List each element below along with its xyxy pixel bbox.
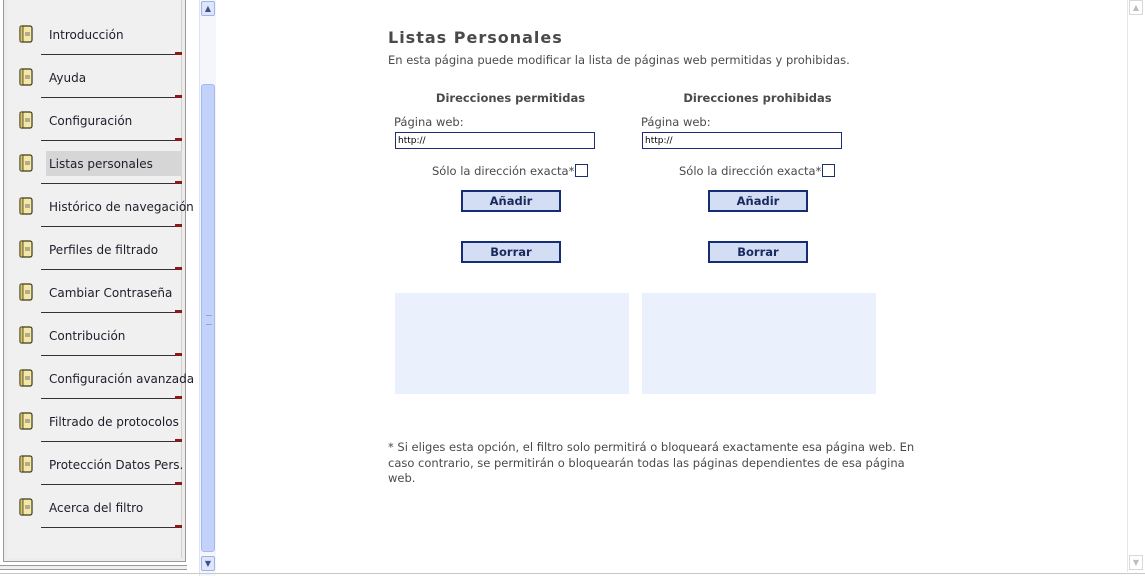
menu-divider <box>41 441 182 442</box>
menu-item-label: Histórico de navegación <box>49 200 194 214</box>
allowed-url-label: Página web: <box>394 115 464 129</box>
menu-item-acerca-del-filtro[interactable] <box>7 486 185 529</box>
menu-divider-end <box>175 525 182 528</box>
blocked-url-list[interactable] <box>642 293 876 394</box>
menu-divider-end <box>175 482 182 485</box>
menu-item-label: Contribución <box>49 329 126 343</box>
menu-divider-end <box>175 224 182 227</box>
blocked-delete-button[interactable]: Borrar <box>708 241 808 263</box>
menu-divider-end <box>175 396 182 399</box>
allowed-url-list[interactable] <box>395 293 629 394</box>
content-scrollbar[interactable] <box>1127 0 1144 572</box>
menu-item-label: Introducción <box>49 28 124 42</box>
allowed-exact-label: Sólo la dirección exacta* <box>432 164 575 178</box>
menu-panel <box>3 0 195 562</box>
scrollbar-thumb[interactable] <box>201 84 215 552</box>
menu-item-protección-datos-pers-[interactable] <box>7 443 185 486</box>
menu-item-perfiles-de-filtrado[interactable] <box>7 228 185 271</box>
menu-item-label: Acerca del filtro <box>49 501 144 515</box>
menu-item-configuración-avanzada[interactable] <box>7 357 195 400</box>
menu-divider <box>41 355 182 356</box>
scroll-down-arrow-icon[interactable]: ▼ <box>1129 555 1143 570</box>
allowed-delete-button[interactable]: Borrar <box>461 241 561 263</box>
footnote: * Si eliges esta opción, el filtro solo permitirá o bloqueará exactamente esa página web. En caso contrario, se permitirán o bloquearán todas las páginas dependientes de esa página web. <box>388 440 915 485</box>
menu-item-listas-personales[interactable] <box>7 142 185 185</box>
menu-item-label: Perfiles de filtrado <box>49 243 159 257</box>
blocked-heading: Direcciones prohibidas <box>683 91 832 105</box>
menu-panel-inner <box>7 0 195 558</box>
menu-divider-end <box>175 52 182 55</box>
menu-item-configuración[interactable] <box>7 99 185 142</box>
menu-item-histórico-de-navegación[interactable] <box>7 185 194 228</box>
blocked-exact-checkbox[interactable] <box>822 164 835 177</box>
book-icon <box>19 240 33 258</box>
menu-divider-end <box>175 267 182 270</box>
left-frame-scrollbar[interactable] <box>199 0 216 576</box>
menu-divider <box>41 54 182 55</box>
menu-divider <box>41 269 182 270</box>
allowed-exact-checkbox[interactable] <box>575 164 588 177</box>
menu-divider <box>41 527 182 528</box>
book-icon <box>19 154 33 172</box>
allowed-add-button[interactable]: Añadir <box>461 190 561 212</box>
menu-divider-end <box>175 310 182 313</box>
window-bottom-border <box>0 573 1145 574</box>
book-icon <box>19 326 33 344</box>
menu-item-label: Configuración <box>49 114 133 128</box>
menu-divider <box>41 398 182 399</box>
navigation-frame <box>0 0 199 576</box>
scroll-down-arrow-icon[interactable]: ▼ <box>201 556 215 571</box>
menu-divider-end <box>175 181 182 184</box>
book-icon <box>19 455 33 473</box>
menu-divider <box>41 484 182 485</box>
menu-divider <box>41 226 182 227</box>
scrollbar-grip <box>206 315 212 325</box>
page-title: Listas Personales <box>388 28 563 47</box>
menu-item-filtrado-de-protocolos[interactable] <box>7 400 185 443</box>
book-icon <box>19 68 33 86</box>
book-icon <box>19 111 33 129</box>
menu-item-ayuda[interactable] <box>7 56 185 99</box>
blocked-exact-label: Sólo la dirección exacta* <box>679 164 822 178</box>
scroll-up-arrow-icon[interactable]: ▲ <box>201 1 215 16</box>
book-icon <box>19 283 33 301</box>
menu-item-contribución[interactable] <box>7 314 185 357</box>
book-icon <box>19 498 33 516</box>
menu-divider-end <box>175 353 182 356</box>
menu-item-label: Ayuda <box>49 71 87 85</box>
menu-divider-end <box>175 95 182 98</box>
menu-item-label: Listas personales <box>49 157 153 171</box>
page-intro: En esta página puede modificar la lista de páginas web permitidas y prohibidas. <box>388 53 850 67</box>
book-icon <box>19 369 33 387</box>
menu-item-label: Protección Datos Pers. <box>49 458 184 472</box>
book-icon <box>19 25 33 43</box>
blocked-url-label: Página web: <box>641 115 711 129</box>
allowed-url-input[interactable] <box>395 132 595 149</box>
menu-item-label: Configuración avanzada <box>49 372 195 386</box>
allowed-heading: Direcciones permitidas <box>435 91 586 105</box>
menu-divider <box>41 183 182 184</box>
menu-item-label: Cambiar Contraseña <box>49 286 173 300</box>
menu-panel-bottom-border <box>0 565 187 570</box>
book-icon <box>19 412 33 430</box>
menu-item-label: Filtrado de protocolos <box>49 415 179 429</box>
book-icon <box>19 197 33 215</box>
scroll-up-arrow-icon[interactable]: ▲ <box>1129 0 1143 15</box>
menu-divider-end <box>175 439 182 442</box>
menu-divider <box>41 97 182 98</box>
blocked-url-input[interactable] <box>642 132 842 149</box>
menu-divider <box>41 312 182 313</box>
menu-divider-end <box>175 138 182 141</box>
menu-item-introducción[interactable] <box>7 13 185 56</box>
menu-divider <box>41 140 182 141</box>
blocked-add-button[interactable]: Añadir <box>708 190 808 212</box>
menu-item-cambiar-contraseña[interactable] <box>7 271 185 314</box>
